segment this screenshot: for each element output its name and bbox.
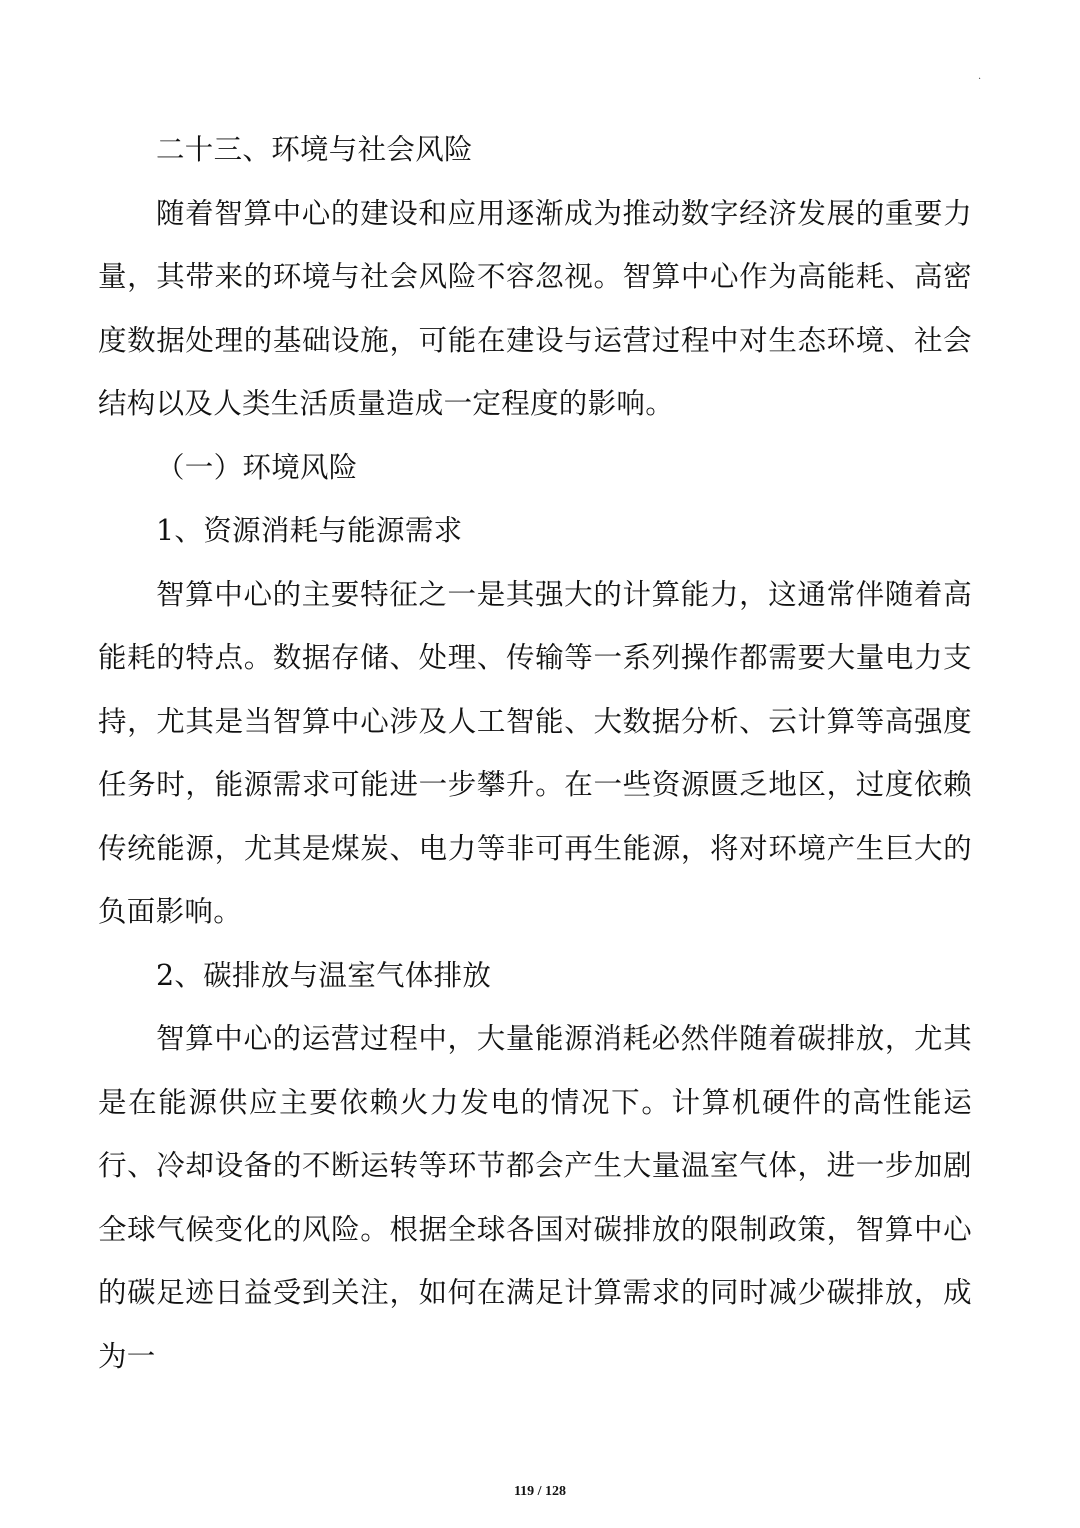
corner-mark: · xyxy=(978,74,982,85)
page-number: 119 / 128 xyxy=(513,1484,567,1499)
item-heading-2: 2、碳排放与温室气体排放 xyxy=(156,958,492,992)
item-paragraph-1: 智算中心的主要特征之一是其强大的计算能力，这通常伴随着高能耗的特点。数据存储、处理、传输等一系列操作都需要大量电力支持，尤其是当智算中心涉及人工智能、大数据分析、云计算等高强度任务时，能源需求可能进一步攀升。在一些资源匮乏地区，过度依赖传统能源，尤其是煤炭、电力等非可再生能源，将对环境产生巨大的负面影响。 xyxy=(98,577,972,928)
page-content xyxy=(98,118,972,1388)
intro-paragraph: 随着智算中心的建设和应用逐渐成为推动数字经济发展的重要力量，其带来的环境与社会风险不容忽视。智算中心作为高能耗、高密度数据处理的基础设施，可能在建设与运营过程中对生态环境、社会结构以及人类生活质量造成一定程度的影响。 xyxy=(98,196,972,420)
item-heading-1: 1、资源消耗与能源需求 xyxy=(156,514,463,547)
subsection-title: （一）环境风险 xyxy=(156,450,358,484)
item-paragraph-2: 智算中心的运营过程中，大量能源消耗必然伴随着碳排放，尤其是在能源供应主要依赖火力发电的情况下。计算机硬件的高性能运行、冷却设备的不断运转等环节都会产生大量温室气体，进一步加剧全球气候变化的风险。根据全球各国对碳排放的限制政策，智算中心的碳足迹日益受到关注，如何在满足计算需求的同时减少碳排放，成为一 xyxy=(98,1022,972,1373)
section-title: 二十三、环境与社会风险 xyxy=(156,133,473,166)
